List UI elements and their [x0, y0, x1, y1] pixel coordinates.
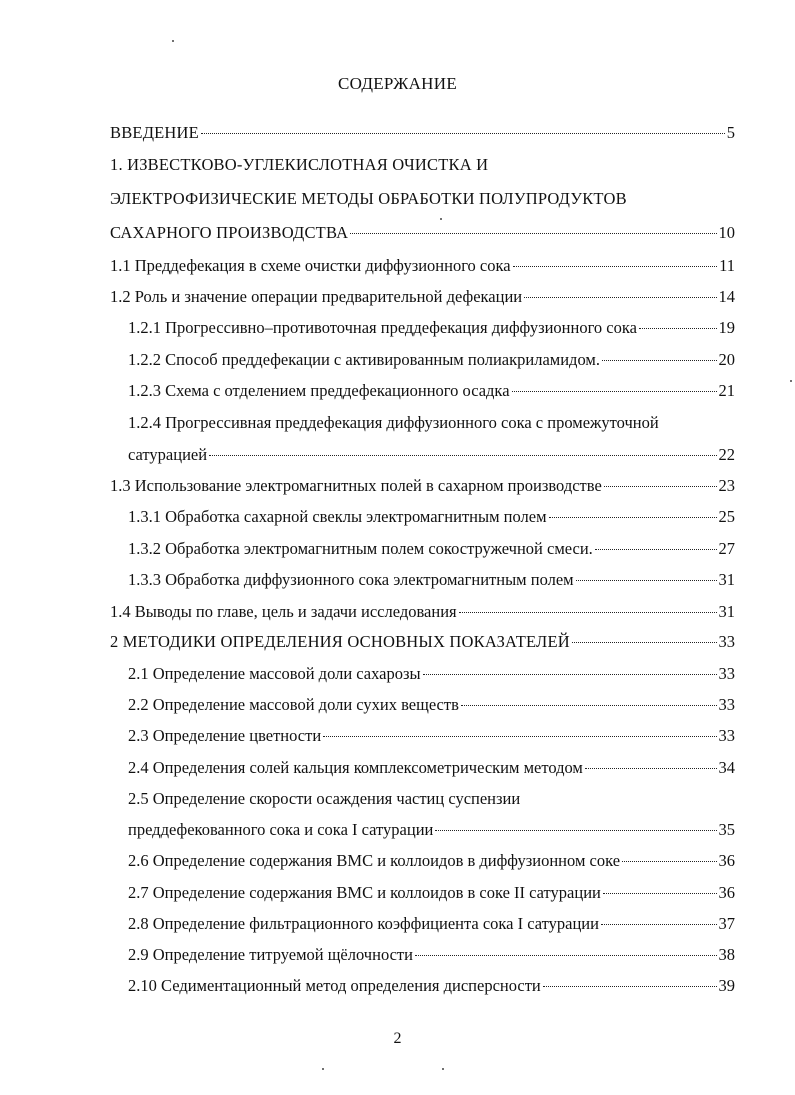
toc-leader-dots	[576, 580, 717, 581]
toc-entry-1-2-4-line-2	[128, 444, 735, 466]
toc-entry-2-5-line-2	[128, 819, 735, 841]
toc-entry-page: 33	[718, 695, 735, 714]
toc-entry-1-2-4-line-1	[128, 412, 735, 434]
toc-entry-2-4	[128, 757, 735, 779]
toc-leader-dots	[639, 328, 717, 329]
toc-entry-label: сатурацией	[128, 445, 208, 464]
toc-entry-page: 22	[718, 445, 735, 464]
toc-entry-page: 33	[718, 632, 735, 651]
toc-entry-page: 35	[718, 820, 735, 839]
toc-entry-2-9	[128, 944, 735, 966]
toc-leader-dots	[622, 861, 716, 862]
toc-entry-page: 21	[718, 381, 735, 400]
toc-entry-1-3-3	[128, 569, 735, 591]
toc-entry-1-3-2	[128, 538, 735, 560]
toc-entry-label: 2.7 Определение содержания ВМС и коллоидов в соке II сатурации	[128, 883, 601, 902]
toc-entry-label: 1.3.3 Обработка диффузионного сока электромагнитным полем	[128, 570, 574, 589]
toc-entry-label: 2.5 Определение скорости осаждения частиц суспензии	[128, 789, 521, 808]
toc-entry-label: 1.3 Использование электромагнитных полей в сахарном производстве	[110, 476, 602, 495]
toc-entry-label: 1.3.1 Обработка сахарной свеклы электромагнитным полем	[128, 507, 547, 526]
toc-entry-1-2-3	[128, 380, 735, 402]
toc-entry-2-7	[128, 882, 735, 904]
toc-leader-dots	[201, 133, 725, 134]
page-number: 2	[393, 1030, 402, 1047]
toc-entry-page: 23	[718, 476, 735, 495]
toc-entry-page: 38	[718, 945, 735, 964]
toc-entry-2-8	[128, 913, 735, 935]
toc-entry-label: ЭЛЕКТРОФИЗИЧЕСКИЕ МЕТОДЫ ОБРАБОТКИ ПОЛУПРОДУКТОВ	[110, 189, 627, 208]
toc-entry-2-6	[128, 850, 735, 872]
toc-entry-label: 2.10 Седиментационный метод определения дисперсности	[128, 976, 541, 995]
toc-entry-label: 1. ИЗВЕСТКОВО-УГЛЕКИСЛОТНАЯ ОЧИСТКА И	[110, 155, 489, 174]
toc-leader-dots	[549, 517, 717, 518]
toc-entry-1-4	[110, 601, 735, 623]
toc-entry-1-3-1	[128, 506, 735, 528]
toc-entry-page: 39	[718, 976, 735, 995]
toc-entry-page: 33	[718, 664, 735, 683]
toc-entry-label: 1.2.1 Прогрессивно–противоточная преддефекация диффузионного сока	[128, 318, 637, 337]
toc-entry-label: 2.3 Определение цветности	[128, 726, 322, 745]
toc-entry-introduction	[110, 122, 735, 144]
toc-entry-label: 1.2.4 Прогрессивная преддефекация диффузионного сока с промежуточной	[128, 413, 659, 432]
toc-entry-label: САХАРНОГО ПРОИЗВОДСТВА	[110, 223, 349, 242]
toc-entry-label: 1.2 Роль и значение операции предварительной дефекации	[110, 287, 523, 306]
toc-entry-chapter-1-line-3	[110, 222, 735, 244]
toc-entry-label: 2.6 Определение содержания ВМС и коллоидов в диффузионном соке	[128, 851, 621, 870]
toc-leader-dots	[513, 266, 718, 267]
toc-entry-label: 1.2.3 Схема с отделением преддефекационного осадка	[128, 381, 510, 400]
toc-entry-2-10	[128, 975, 735, 997]
toc-leader-dots	[595, 549, 717, 550]
toc-entry-chapter-1-line-1	[110, 154, 735, 176]
toc-entry-page: 37	[718, 914, 735, 933]
toc-leader-dots	[435, 830, 716, 831]
toc-entry-page: 34	[718, 758, 735, 777]
toc-leader-dots	[350, 233, 716, 234]
toc-leader-dots	[459, 612, 717, 613]
toc-entry-label: ВВЕДЕНИЕ	[110, 123, 199, 142]
toc-leader-dots	[602, 360, 717, 361]
toc-entry-1-2	[110, 286, 735, 308]
scan-speck	[440, 218, 442, 220]
toc-entry-page: 5	[726, 123, 735, 142]
toc-leader-dots	[524, 297, 716, 298]
toc-leader-dots	[209, 455, 716, 456]
toc-leader-dots	[604, 486, 717, 487]
toc-entry-page: 31	[718, 570, 735, 589]
toc-leader-dots	[572, 642, 717, 643]
toc-entry-chapter-2	[110, 631, 735, 653]
toc-entry-page: 25	[718, 507, 735, 526]
toc-leader-dots	[323, 736, 716, 737]
toc-entry-1-1	[110, 255, 735, 277]
toc-entry-2-2	[128, 694, 735, 716]
toc-entry-page: 14	[718, 287, 735, 306]
toc-leader-dots	[543, 986, 717, 987]
toc-entry-2-1	[128, 663, 735, 685]
scan-speck	[172, 40, 174, 42]
toc-leader-dots	[461, 705, 717, 706]
scan-speck	[322, 1068, 324, 1070]
toc-entry-label: 2.2 Определение массовой доли сухих веществ	[128, 695, 459, 714]
toc-entry-label: 2.1 Определение массовой доли сахарозы	[128, 664, 421, 683]
toc-entry-1-3	[110, 475, 735, 497]
toc-entry-label: 2.8 Определение фильтрационного коэффициента сока I сатурации	[128, 914, 599, 933]
toc-entry-1-2-2	[128, 349, 735, 371]
toc-entry-2-3	[128, 725, 735, 747]
toc-leader-dots	[585, 768, 717, 769]
toc-entry-page: 19	[718, 318, 735, 337]
toc-entry-label: преддефекованного сока и сока I сатурации	[128, 820, 434, 839]
toc-entry-label: 1.2.2 Способ преддефекации с активированным полиакриламидом.	[128, 350, 600, 369]
toc-entry-label: 1.4 Выводы по главе, цель и задачи исследования	[110, 602, 457, 621]
toc-entry-label: 2.9 Определение титруемой щёлочности	[128, 945, 413, 964]
toc-entry-page: 36	[718, 851, 735, 870]
toc-leader-dots	[415, 955, 717, 956]
toc-leader-dots	[512, 391, 717, 392]
toc-entry-label: 2 МЕТОДИКИ ОПРЕДЕЛЕНИЯ ОСНОВНЫХ ПОКАЗАТЕЛЕЙ	[110, 632, 570, 651]
toc-leader-dots	[423, 674, 717, 675]
toc-entry-label: 2.4 Определения солей кальция комплексометрическим методом	[128, 758, 583, 777]
scan-speck	[790, 380, 792, 382]
toc-title: СОДЕРЖАНИЕ	[337, 74, 458, 93]
toc-entry-chapter-1-line-2	[110, 188, 735, 210]
scan-speck	[442, 1068, 444, 1070]
toc-entry-label: 1.3.2 Обработка электромагнитным полем сокостружечной смеси.	[128, 539, 593, 558]
toc-leader-dots	[603, 893, 717, 894]
toc-entry-page: 27	[718, 539, 735, 558]
toc-entry-page: 11	[719, 256, 735, 275]
toc-entry-page: 31	[718, 602, 735, 621]
toc-entry-page: 33	[718, 726, 735, 745]
toc-leader-dots	[601, 924, 717, 925]
toc-entry-page: 36	[718, 883, 735, 902]
toc-entry-page: 20	[718, 350, 735, 369]
toc-entry-page: 10	[718, 223, 735, 242]
toc-entry-2-5-line-1	[128, 788, 735, 810]
toc-entry-label: 1.1 Преддефекация в схеме очистки диффузионного сока	[110, 256, 511, 275]
toc-entry-1-2-1	[128, 317, 735, 339]
